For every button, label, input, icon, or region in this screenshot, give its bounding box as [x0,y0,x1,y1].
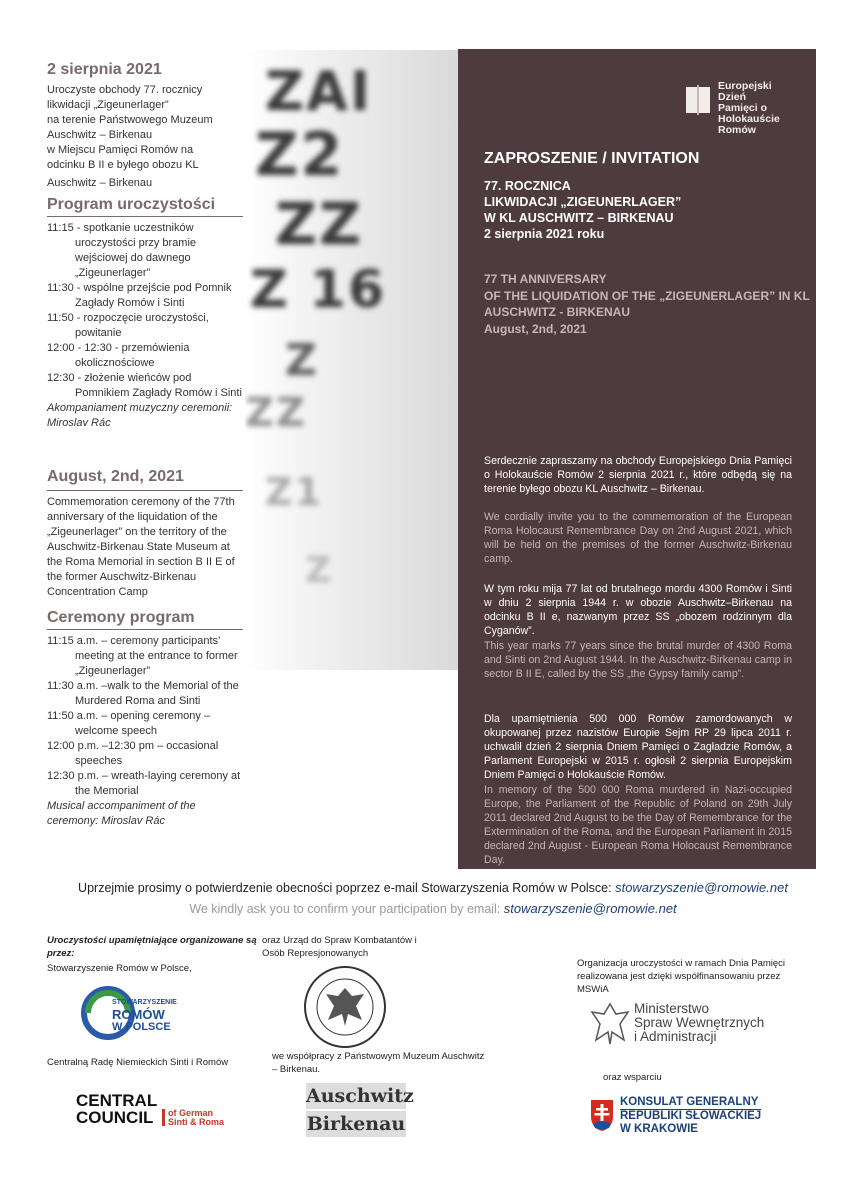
p1-en: We cordially invite you to the commemoration of the European Roma Holocaust Remembrance Day on 2nd August 2021, which will be held on the premises of the former Auschwitz-Birkenau camp. [484,511,792,565]
pl-intro-line: Uroczyste obchody 77. rocznicy [47,84,203,96]
program-item: 11:15 a.m. – ceremony participants’ meeting at the entrance to former „Zigeunerlager” [47,635,238,677]
en-title-line: OF THE LIQUIDATION OF THE „ZIGEUNERLAGER” IN KL [484,288,810,303]
program-item: 12:30 p.m. – wreath-laying ceremony at the Memorial [47,770,241,797]
konsulat-logo [589,1094,789,1138]
program-item: 11:50 a.m. – opening ceremony – welcome speech [47,710,211,737]
program-item: 11:50 - rozpoczęcie uroczystości, powitanie [47,312,209,339]
urzad-text: oraz Urząd do Spraw Kombatantów i Osób Represjonowanych [262,935,417,959]
en-program-title: Ceremony program [47,609,195,626]
logo-line: Europejski [718,80,772,92]
org1-text: Stowarzyszenie Romów w Polsce, [47,963,192,974]
logo-line: Holokauście [718,113,780,125]
logo-line: Romów [718,124,756,136]
logo-line: COUNCIL [76,1108,154,1127]
confirm-en [0,901,866,916]
pl-music-note: Akompaniament muzyczny ceremonii: Miroslav Rác [47,402,233,429]
en-title-line: AUSCHWITZ - BIRKENAU [484,305,630,319]
p1-pl: Serdecznie zapraszamy na obchody Europejskiego Dnia Pamięci o Holokauście Romów 2 sierpnia 2021 r., które odbędą się na terenie byłego obozu KL Auschwitz – Birkenau. [484,455,792,495]
en-date-heading: August, 2nd, 2021 [47,468,184,485]
p2-pl: W tym roku mija 77 lat od brutalnego mordu 4300 Romów i Sinti w dniu 2 sierpnia 1944 r. w obozie Auschwitz–Birkenau na odcinku B II e, nazwanym przez SS „obozem rodzinnym dla Cyganów”. [484,583,792,637]
logo-line: Birkenau [306,1113,406,1135]
logo-line: STOWARZYSZENIE [112,999,177,1006]
blurred-numbers-photo: ZAI Z2 ZZ Z 16 Z ZZ Z1 Z [245,50,460,670]
logo-line: W KRAKOWIE [620,1123,698,1135]
logo-line: Pamięci o [718,102,768,114]
pl-intro-line: odcinku B II e byłego obozu KL [47,159,199,171]
pl-intro-line: Auschwitz – Birkenau [47,177,153,189]
pl-title [484,178,681,242]
pl-program-list [47,221,243,401]
en-title-line: 77 TH ANNIVERSARY [484,272,607,286]
funding-text: Organizacja uroczystości w ramach Dnia Pamięci realizowana jest dzięki współfinansowaniu przez MSWiA [577,958,786,995]
pl-title-line: W KL AUSCHWITZ – BIRKENAU [484,211,674,225]
p3-pl: Dla upamiętnienia 500 000 Romów zamordowanych w okupowanej przez nazistów Europie Sejm RP 29 lipca 2011 r. uchwalił dzień 2 sierpnia Dniem Pamięci o Zagładzie Romów, a Parlament Europejski w 2015 r. ogłosił 2 sierpnia Europejskim Dniem Pamięci o Holokauście Romów. [484,713,792,781]
org2-text: Centralną Radę Niemieckich Sinti i Romów [47,1057,229,1068]
museum-logo [306,1083,414,1163]
museum-text: we współpracy z Państwowym Muzeum Auschwitz – Birkenau. [272,1051,485,1075]
divider [47,629,243,630]
logo-line: CENTRAL [76,1091,158,1110]
pl-intro-line: Auschwitz – Birkenau [47,129,153,141]
invitation-panel [458,49,816,869]
pl-intro-line: likwidacji „Zigeunerlager” [47,99,169,111]
invitation-title: ZAPROSZENIE / INVITATION [484,150,700,167]
support-text: oraz wsparciu [603,1072,662,1083]
logo-line: i Administracji [634,1029,717,1044]
pl-intro-line: w Miejscu Pamięci Romów na [47,144,194,156]
central-council-logo [76,1092,236,1128]
left-column [47,62,243,829]
p2-en: This year marks 77 years since the brutal murder of 4300 Roma and Sinti on 2nd August 1944. In the Auschwitz-Birkenau camp in sector B II E, called by the SS „the Gypsy family camp”. [484,640,792,680]
eagle-icon [590,1002,630,1046]
eagle-seal-icon [302,964,388,1050]
pl-title-line: 77. ROCZNICA [484,179,571,193]
confirm-pl [0,880,866,895]
logo-line: Ministerstwo [634,1001,710,1016]
confirm-en-text: We kindly ask you to confirm your participation by email: [189,902,504,916]
program-item: 11:30 - wspólne przejście pod Pomnik Zagłady Romów i Sinti [47,282,232,309]
pl-title-line: 2 sierpnia 2021 roku [484,227,605,241]
organizers-heading: Uroczystości upamiętniające organizowane są przez: [47,935,257,959]
en-title-line: August, 2nd, 2021 [484,321,587,336]
en-title [484,271,810,337]
roma-association-logo [80,985,205,1040]
logo-line: KONSULAT GENERALNY [620,1096,759,1108]
pl-intro-line: na terenie Państwowego Muzeum [47,114,213,126]
program-item: 12:30 - złożenie wieńców pod Pomnikiem Zagłady Romów i Sinti [47,372,242,399]
logo-line: ROMÓW [112,1007,165,1022]
divider [47,490,243,491]
pl-program-title: Program uroczystości [47,196,216,213]
slovak-shield-icon [589,1098,615,1132]
program-item: 11:30 a.m. –walk to the Memorial of the Murdered Roma and Sinti [47,680,239,707]
mswia-logo [590,1000,790,1050]
logo-line: W POLSCE [112,1021,171,1033]
confirm-pl-text: Uprzejmie prosimy o potwierdzenie obecności poprzez e-mail Stowarzyszenia Romów w Polsce: [78,881,616,895]
program-item: 12:00 - 12:30 - przemówienia okolicznościowe [47,342,190,369]
en-program-list [47,634,243,799]
program-item: 12:00 p.m. –12:30 pm – occasional speeches [47,740,219,767]
en-music-note: Musical accompaniment of the ceremony: Miroslav Rác [47,800,196,827]
email-link[interactable]: stowarzyszenie@romowie.net [503,901,677,916]
book-logo-icon [684,83,714,123]
logo-line: Dzień [718,91,747,103]
logo-line: Spraw Wewnętrznych [634,1015,765,1030]
pl-title-line: LIKWIDACJI „ZIGEUNERLAGER” [484,195,682,209]
p3-en: In memory of the 500 000 Roma murdered in Nazi-occupied Europe, the Parliament of the Republic of Poland on 29th July 2011 declared 2nd August to be the Day of Remembrance for the Extermination of the Roma, and the European Parliament in 2015 declared 2nd August - European Roma Holocaust Remembrance Day. [484,784,792,866]
email-link[interactable]: stowarzyszenie@romowie.net [615,880,788,895]
en-intro: Commemoration ceremony of the 77th anniversary of the liquidation of the „Zigeunerlager” on the territory of the Auschwitz-Birkenau State Museum at the Roma Memorial in section B II E of the former Auschwitz-Birkenau Concentration Camp [47,496,235,598]
pl-date-heading: 2 sierpnia 2021 [47,61,162,78]
pl-intro [47,83,243,191]
urzad-seal-logo [302,964,388,1050]
logo-line: of German [168,1108,214,1118]
logo-line: Sinti & Roma [168,1117,225,1127]
divider [47,216,243,217]
logo-line: Auschwitz [306,1085,414,1107]
logo-line: REPUBLIKI SŁOWACKIEJ [620,1110,762,1122]
program-item: 11:15 - spotkanie uczestników uroczystości przy bramie wejściowej do dawnego „Zigeunerlager” [47,222,197,279]
